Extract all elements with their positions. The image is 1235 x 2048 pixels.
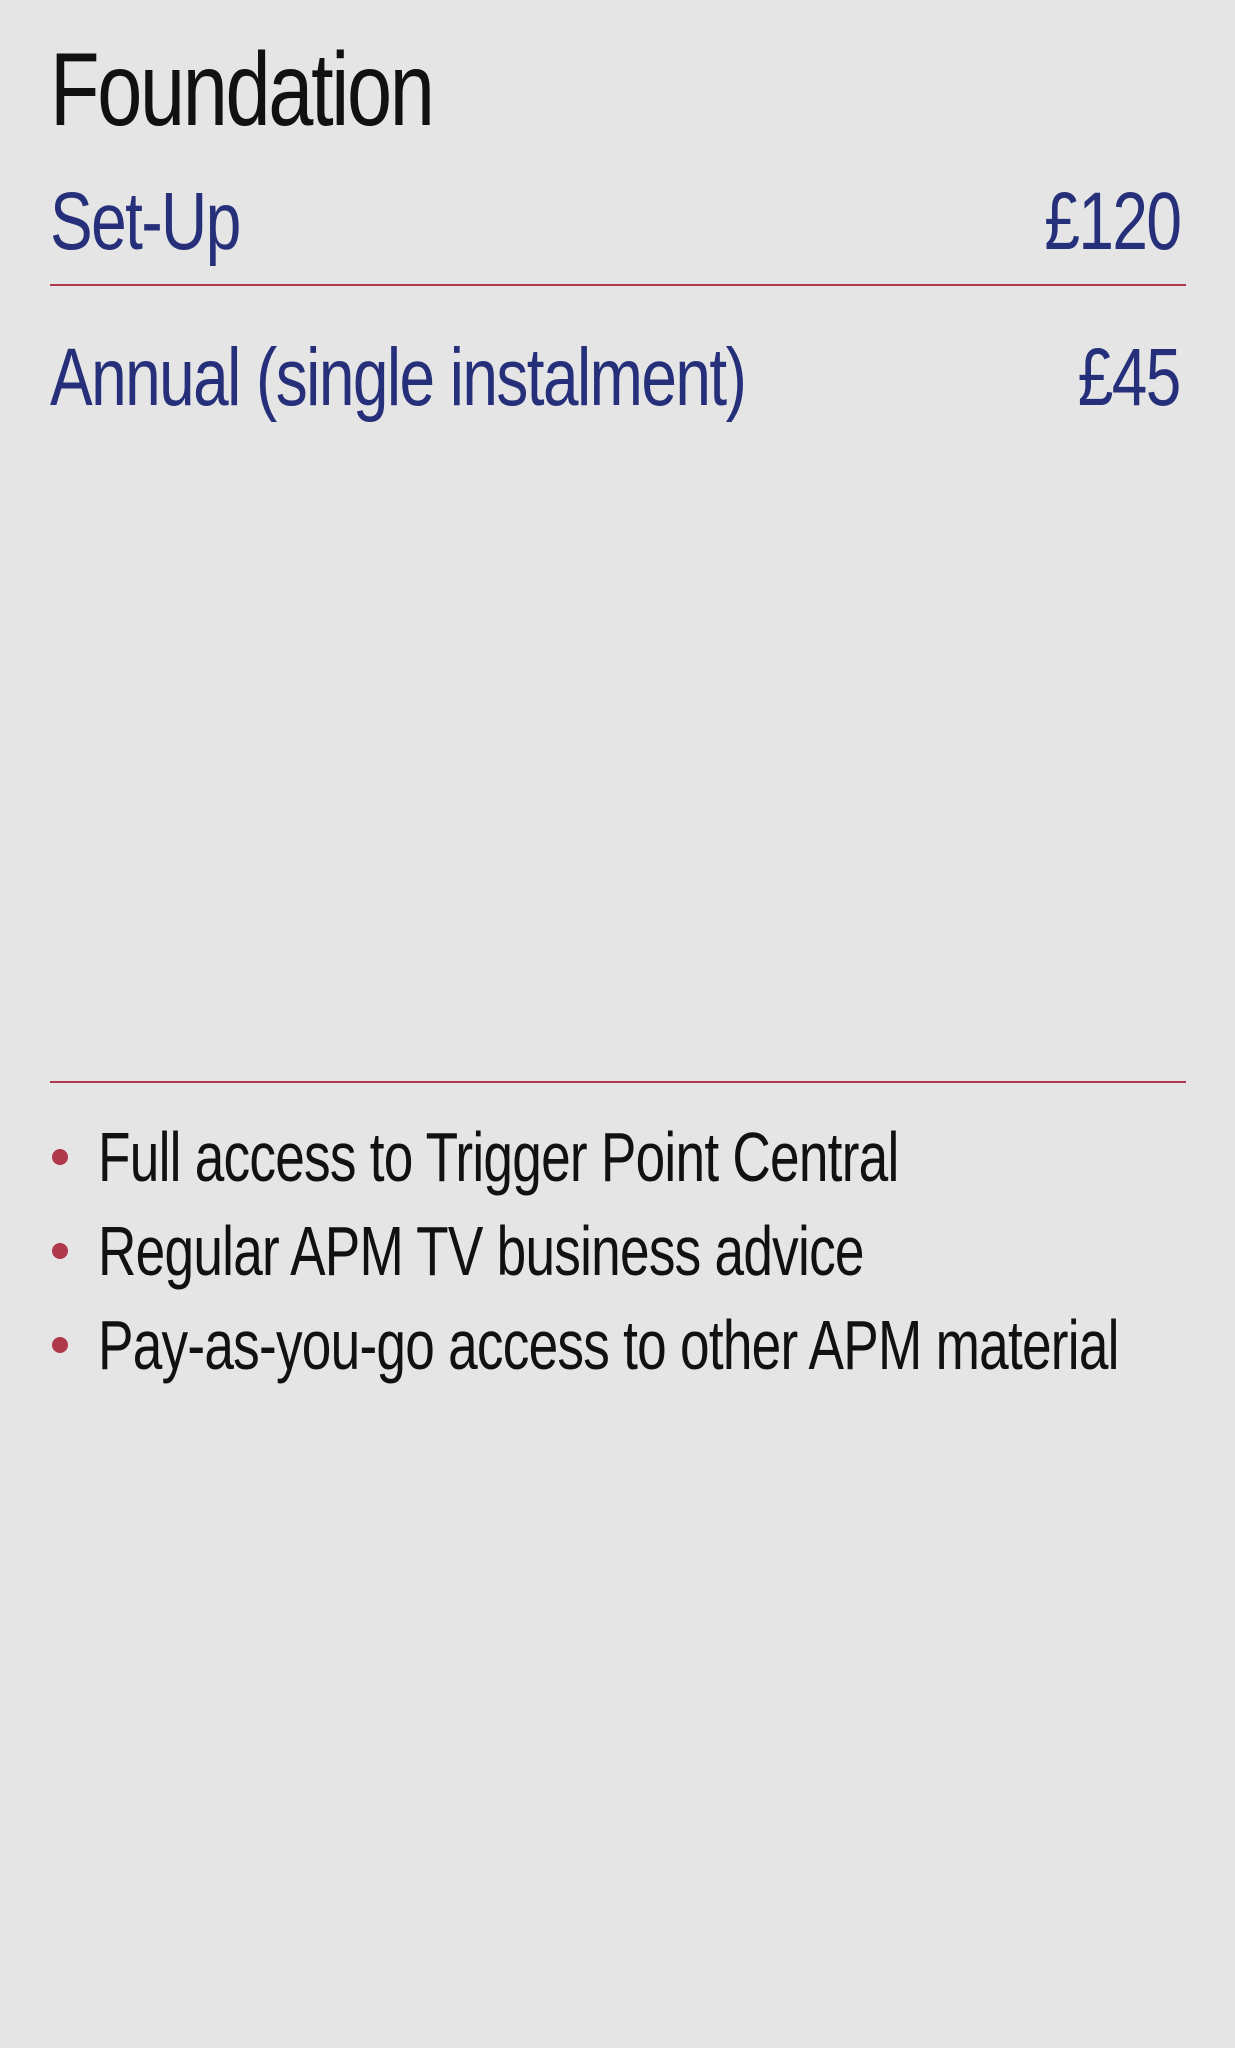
bullet-icon (52, 1243, 68, 1259)
setup-price: £120 (1043, 176, 1180, 267)
feature-list (50, 1110, 1235, 1392)
feature-item (50, 1204, 1235, 1298)
bullet-icon (52, 1149, 68, 1165)
feature-text: Regular APM TV business advice (98, 1212, 864, 1290)
setup-label: Set-Up (50, 176, 240, 267)
feature-text: Full access to Trigger Point Central (98, 1118, 899, 1196)
feature-text: Pay-as-you-go access to other APM material (98, 1306, 1119, 1384)
annual-label: Annual (single instalment) (50, 332, 746, 423)
plan-title: Foundation (50, 32, 433, 148)
feature-item (50, 1298, 1235, 1392)
features-divider (50, 1081, 1186, 1083)
feature-item (50, 1110, 1235, 1204)
setup-price-row (50, 172, 1180, 272)
annual-price: £45 (1077, 332, 1180, 423)
bullet-icon (52, 1337, 68, 1353)
annual-price-row (50, 328, 1180, 428)
price-divider (50, 284, 1186, 286)
